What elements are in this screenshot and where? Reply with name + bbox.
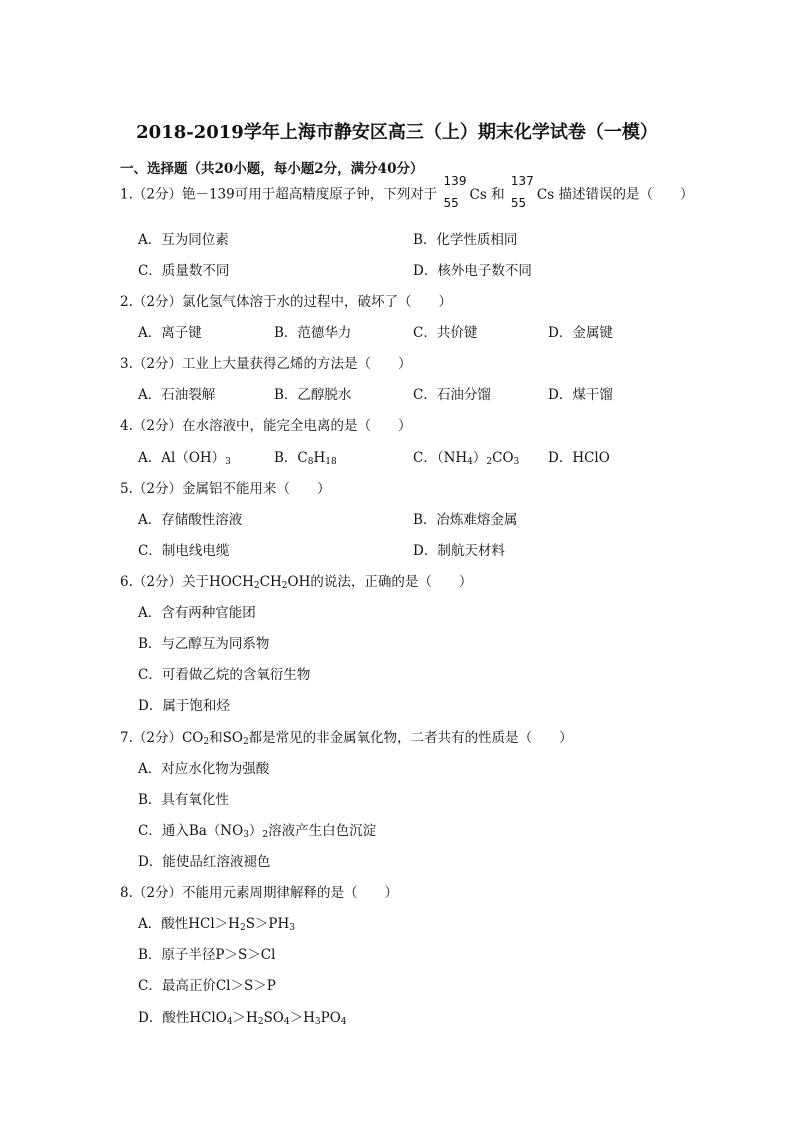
q4-option-d: D．HClO <box>548 450 610 466</box>
q6-t1: 6.（2分）关于HOCH <box>120 574 254 590</box>
q4-b-t2: H <box>313 450 326 466</box>
q4-b-t1: B．C <box>274 450 308 466</box>
q4-c-s3: 3 <box>513 457 520 467</box>
q4-c-s1: 4 <box>467 457 473 467</box>
q2-option-d: D．金属键 <box>548 325 613 341</box>
question-7-stem <box>120 726 573 747</box>
q8-d-t2: ＞H <box>232 1010 258 1026</box>
isotope-a <box>443 174 468 210</box>
question-4-stem: 4.（2分）在水溶液中，能完全电离的是（ ） <box>120 418 412 434</box>
q8-d-s3: 4 <box>283 1017 290 1027</box>
q6-option-a: A．含有两种官能团 <box>138 605 256 621</box>
q4-c-t2: ） <box>472 450 487 466</box>
q7-option-a: A．对应水化物为强酸 <box>138 761 270 777</box>
isotope-b <box>510 174 535 210</box>
q4-c-t3: CO <box>492 450 514 466</box>
q2-option-b: B．范德华力 <box>274 325 352 341</box>
isotope-b-symbol: Cs <box>536 187 555 203</box>
q7-t2: 和SO <box>209 730 243 746</box>
q7-s2: 2 <box>242 737 249 747</box>
q6-s1: 2 <box>253 581 260 591</box>
isotope-b-atomic: 55 <box>510 196 527 210</box>
q8-option-c: C．最高正价Cl＞S＞P <box>138 978 276 994</box>
question-8-stem: 8.（2分）不能用元素周期律解释的是（ ） <box>120 885 398 901</box>
isotope-a-atomic: 55 <box>443 196 459 210</box>
q7-c-s2: 2 <box>262 830 269 840</box>
q8-a-s1: 2 <box>239 923 246 933</box>
section-heading: 一、选择题（共20小题，每小题2分，满分40分） <box>120 161 424 177</box>
q4-b-s1: 8 <box>307 457 314 467</box>
q1-mid: 和 <box>491 186 505 203</box>
isotope-a-symbol: Cs <box>469 187 487 203</box>
q1-prefix: 1.（2分）铯－139可用于超高精度原子钟，下列对于 <box>120 186 438 203</box>
q1-option-d: D．核外电子数不同 <box>413 263 532 279</box>
isotope-b-mass: 137 <box>510 174 534 188</box>
q1-option-c: C．质量数不同 <box>138 263 230 279</box>
q2-option-a: A．离子键 <box>138 325 202 341</box>
q8-d-t4: ＞H <box>289 1010 315 1026</box>
q8-d-s2: 2 <box>257 1017 264 1027</box>
q8-a-t1: A．酸性HCl＞H <box>138 916 240 932</box>
q6-t3: OH的说法，正确的是（ ） <box>287 574 473 590</box>
q4-c-t1: C．（NH <box>413 450 468 466</box>
q6-option-c: C．可看做乙烷的含氧衍生物 <box>138 667 311 683</box>
q5-option-d: D．制航天材料 <box>413 543 505 559</box>
q3-option-c: C．石油分馏 <box>413 387 491 403</box>
q3-option-d: D．煤干馏 <box>548 387 613 403</box>
q1-suffix: 描述错误的是（ ） <box>558 186 694 203</box>
q4-option-a <box>138 446 231 467</box>
question-3-stem: 3.（2分）工业上大量获得乙烯的方法是（ ） <box>120 356 412 372</box>
q8-option-d <box>138 1006 347 1027</box>
q1-option-a: A．互为同位素 <box>138 232 229 248</box>
q8-d-s4: 3 <box>314 1017 321 1027</box>
q7-c-t2: ） <box>248 823 263 839</box>
q5-option-b: B．冶炼难熔金属 <box>413 512 518 528</box>
q6-s2: 2 <box>281 581 288 591</box>
q7-c-s1: 3 <box>243 830 249 840</box>
q7-c-t1: C．通入Ba（NO <box>138 823 244 839</box>
q4-a-sub: 3 <box>225 457 231 467</box>
q8-d-t3: SO <box>263 1010 284 1026</box>
q1-option-b: B．化学性质相同 <box>413 232 518 248</box>
q4-b-s2: 18 <box>325 457 337 467</box>
q7-t3: 都是常见的非金属氧化物，二者共有的性质是（ ） <box>248 730 573 746</box>
isotope-a-mass: 139 <box>443 174 467 188</box>
q5-option-a: A．存储酸性溶液 <box>138 512 243 528</box>
q7-option-c <box>138 819 376 840</box>
q6-option-b: B．与乙醇互为同系物 <box>138 636 270 652</box>
q8-a-t2: S＞PH <box>245 916 290 932</box>
q4-option-c <box>413 446 519 467</box>
q7-option-d: D．能使品红溶液褪色 <box>138 854 271 870</box>
q7-s1: 2 <box>203 737 210 747</box>
q6-t2: CH <box>259 574 282 590</box>
q4-option-b <box>274 446 337 467</box>
question-2-stem: 2.（2分）氯化氢气体溶于水的过程中，破坏了（ ） <box>120 294 452 310</box>
q2-option-c: C．共价键 <box>413 325 478 341</box>
q8-option-a <box>138 912 295 933</box>
q8-d-s1: 4 <box>226 1017 233 1027</box>
question-1-stem <box>120 174 694 210</box>
q7-t1: 7.（2分）CO <box>120 730 204 746</box>
question-5-stem: 5.（2分）金属铝不能用来（ ） <box>120 481 331 497</box>
q8-a-s2: 3 <box>289 923 296 933</box>
q8-option-b: B．原子半径P＞S＞Cl <box>138 947 276 963</box>
q5-option-c: C．制电线电缆 <box>138 543 230 559</box>
q8-d-t1: D．酸性HClO <box>138 1010 227 1026</box>
q4-a-text: A．Al（OH） <box>138 450 226 466</box>
question-6-stem <box>120 570 472 591</box>
q7-option-b: B．具有氧化性 <box>138 792 229 808</box>
exam-title: 2018-2019学年上海市静安区高三（上）期末化学试卷（一模） <box>136 122 658 143</box>
q3-option-a: A．石油裂解 <box>138 387 216 403</box>
q4-c-s2: 2 <box>486 457 493 467</box>
q3-option-b: B．乙醇脱水 <box>274 387 352 403</box>
q8-d-s5: 4 <box>340 1017 347 1027</box>
q6-option-d: D．属于饱和烃 <box>138 698 230 714</box>
q7-c-t3: 溶液产生白色沉淀 <box>268 823 377 839</box>
q8-d-t5: PO <box>320 1010 341 1026</box>
